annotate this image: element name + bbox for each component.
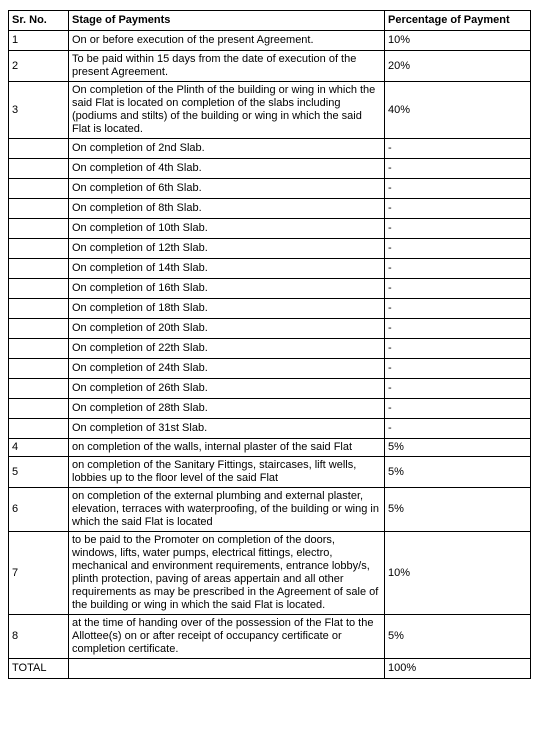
percentage-cell: - — [385, 399, 531, 419]
percentage-cell: - — [385, 279, 531, 299]
sr-no-cell: 4 — [9, 439, 69, 457]
table-row — [9, 488, 531, 532]
percentage-cell: - — [385, 159, 531, 179]
percentage-cell: - — [385, 259, 531, 279]
header-sr-no: Sr. No. — [9, 11, 69, 31]
table-row — [9, 279, 531, 299]
table-row — [9, 379, 531, 399]
table-row — [9, 179, 531, 199]
sr-no-cell: 1 — [9, 31, 69, 51]
percentage-cell: - — [385, 199, 531, 219]
stage-cell: On completion of the Plinth of the building or wing in which the said Flat is located on completion of the slabs including (podiums and stilts) of the building or wing in which the said Flat is located. — [69, 82, 385, 139]
stage-cell: at the time of handing over of the possession of the Flat to the Allottee(s) on or after receipt of occupancy certificate or completion certificate. — [69, 615, 385, 659]
sr-no-cell — [9, 179, 69, 199]
percentage-cell: - — [385, 359, 531, 379]
sr-no-cell — [9, 299, 69, 319]
sr-no-cell — [9, 359, 69, 379]
sr-no-cell — [9, 239, 69, 259]
percentage-cell: - — [385, 419, 531, 439]
stage-cell: On completion of 20th Slab. — [69, 319, 385, 339]
stage-cell: On completion of 6th Slab. — [69, 179, 385, 199]
table-row — [9, 457, 531, 488]
sr-no-cell — [9, 339, 69, 359]
sr-no-cell: 7 — [9, 532, 69, 615]
header-percentage: Percentage of Payment — [385, 11, 531, 31]
percentage-cell: 10% — [385, 532, 531, 615]
percentage-cell: 5% — [385, 615, 531, 659]
sr-no-cell — [9, 319, 69, 339]
percentage-cell: - — [385, 239, 531, 259]
stage-cell: On completion of 2nd Slab. — [69, 139, 385, 159]
sr-no-cell — [9, 399, 69, 419]
sr-no-cell: 5 — [9, 457, 69, 488]
sr-no-cell — [9, 259, 69, 279]
stage-cell: On completion of 12th Slab. — [69, 239, 385, 259]
percentage-cell: - — [385, 139, 531, 159]
table-row — [9, 532, 531, 615]
table-row — [9, 399, 531, 419]
table-row — [9, 199, 531, 219]
stage-cell: On completion of 14th Slab. — [69, 259, 385, 279]
sr-no-cell — [9, 419, 69, 439]
stage-cell: On completion of 16th Slab. — [69, 279, 385, 299]
percentage-cell: 40% — [385, 82, 531, 139]
percentage-cell: - — [385, 179, 531, 199]
percentage-cell: 10% — [385, 31, 531, 51]
stage-cell: On completion of 22th Slab. — [69, 339, 385, 359]
table-row — [9, 219, 531, 239]
sr-no-cell — [9, 219, 69, 239]
stage-cell: On or before execution of the present Agreement. — [69, 31, 385, 51]
stage-cell: On completion of 28th Slab. — [69, 399, 385, 419]
table-row — [9, 319, 531, 339]
table-row — [9, 359, 531, 379]
table-row — [9, 31, 531, 51]
percentage-cell: - — [385, 379, 531, 399]
table-row — [9, 239, 531, 259]
stage-cell: On completion of 18th Slab. — [69, 299, 385, 319]
total-stage — [69, 659, 385, 679]
sr-no-cell — [9, 199, 69, 219]
total-label: TOTAL — [9, 659, 69, 679]
stage-cell: On completion of 4th Slab. — [69, 159, 385, 179]
payment-schedule-table — [8, 10, 531, 679]
table-row — [9, 159, 531, 179]
stage-cell: On completion of 24th Slab. — [69, 359, 385, 379]
stage-cell: on completion of the external plumbing and external plaster, elevation, terraces with waterproofing, of the building or wing in which the said Flat is located — [69, 488, 385, 532]
sr-no-cell — [9, 159, 69, 179]
percentage-cell: 5% — [385, 439, 531, 457]
table-row — [9, 439, 531, 457]
total-row — [9, 659, 531, 679]
stage-cell: On completion of 10th Slab. — [69, 219, 385, 239]
sr-no-cell — [9, 139, 69, 159]
table-body — [9, 31, 531, 659]
percentage-cell: 5% — [385, 488, 531, 532]
stage-cell: To be paid within 15 days from the date of execution of the present Agreement. — [69, 51, 385, 82]
table-row — [9, 419, 531, 439]
sr-no-cell: 2 — [9, 51, 69, 82]
sr-no-cell: 8 — [9, 615, 69, 659]
table-row — [9, 299, 531, 319]
table-row — [9, 82, 531, 139]
percentage-cell: - — [385, 319, 531, 339]
stage-cell: On completion of 26th Slab. — [69, 379, 385, 399]
header-row — [9, 11, 531, 31]
table-row — [9, 615, 531, 659]
sr-no-cell: 6 — [9, 488, 69, 532]
stage-cell: to be paid to the Promoter on completion of the doors, windows, lifts, water pumps, electrical fittings, electro, mechanical and environment requirements, entrance lobby/s, plinth protection, paving of areas appertain and all other requirements as may be prescribed in the Agreement of sale of the building or wing in which the said Flat is located. — [69, 532, 385, 615]
table-row — [9, 339, 531, 359]
stage-cell: On completion of 31st Slab. — [69, 419, 385, 439]
table-row — [9, 139, 531, 159]
percentage-cell: 20% — [385, 51, 531, 82]
percentage-cell: 5% — [385, 457, 531, 488]
percentage-cell: - — [385, 299, 531, 319]
sr-no-cell: 3 — [9, 82, 69, 139]
total-percentage: 100% — [385, 659, 531, 679]
stage-cell: on completion of the Sanitary Fittings, staircases, lift wells, lobbies up to the floor level of the said Flat — [69, 457, 385, 488]
stage-cell: on completion of the walls, internal plaster of the said Flat — [69, 439, 385, 457]
percentage-cell: - — [385, 219, 531, 239]
percentage-cell: - — [385, 339, 531, 359]
sr-no-cell — [9, 379, 69, 399]
sr-no-cell — [9, 279, 69, 299]
stage-cell: On completion of 8th Slab. — [69, 199, 385, 219]
header-stage: Stage of Payments — [69, 11, 385, 31]
table-row — [9, 259, 531, 279]
table-row — [9, 51, 531, 82]
